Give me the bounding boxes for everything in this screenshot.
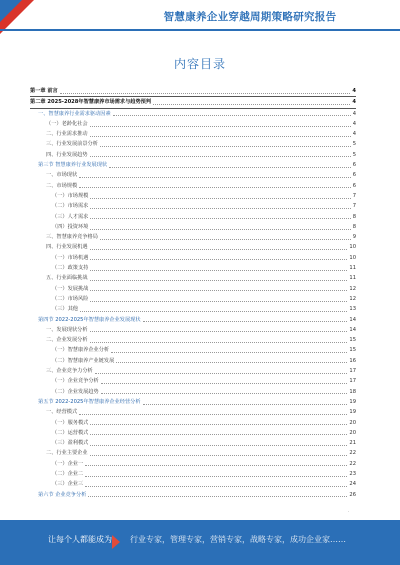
toc-entry[interactable] bbox=[30, 86, 356, 97]
toc-entry[interactable] bbox=[30, 222, 356, 232]
toc-entry-title: 第六节 企业竞争分析 bbox=[38, 491, 87, 498]
toc-leader-dots bbox=[79, 414, 347, 415]
toc-entry-page: 15 bbox=[349, 337, 356, 344]
toc-entry-page: 8 bbox=[352, 213, 356, 220]
toc-leader-dots bbox=[111, 352, 347, 353]
toc-leader-dots bbox=[90, 342, 348, 343]
toc-entry-page: 6 bbox=[352, 182, 356, 189]
toc-entry[interactable] bbox=[30, 212, 356, 222]
toc-entry[interactable] bbox=[30, 139, 356, 149]
toc-leader-dots bbox=[79, 187, 351, 188]
toc-leader-dots bbox=[100, 239, 351, 240]
toc-leader-dots bbox=[101, 393, 348, 394]
toc-entry-page: 12 bbox=[349, 295, 356, 302]
toc-entry-title: 三、智慧康养竞争格局 bbox=[46, 234, 98, 241]
toc-entry-title: （一）智慧康养企业分析 bbox=[52, 347, 110, 354]
toc-entry[interactable] bbox=[30, 253, 356, 263]
toc-entry-page: 14 bbox=[349, 316, 356, 323]
toc-leader-dots bbox=[90, 249, 348, 250]
toc-leader-dots bbox=[90, 259, 347, 260]
toc-entry[interactable] bbox=[30, 242, 356, 252]
toc-entry-page: 8 bbox=[352, 223, 356, 230]
toc-entry-title: （一）发展挑战 bbox=[52, 285, 89, 292]
toc-entry[interactable] bbox=[30, 304, 356, 314]
toc-entry[interactable] bbox=[30, 191, 356, 201]
toc-entry-page: 5 bbox=[352, 151, 356, 158]
toc-entry[interactable] bbox=[30, 109, 356, 119]
toc-entry-page: 7 bbox=[352, 192, 356, 199]
toc-leader-dots bbox=[90, 136, 351, 137]
toc-entry-page: 12 bbox=[349, 285, 356, 292]
toc-leader-dots bbox=[113, 115, 351, 116]
toc-leader-dots bbox=[90, 126, 351, 127]
toc-leader-dots bbox=[90, 198, 350, 199]
toc-entry-title: 二、市场规模 bbox=[46, 182, 78, 189]
toc-entry-title: 一、智慧康养行业需求驱动因素 bbox=[38, 110, 111, 117]
toc-entry-title: （三）盈利模式 bbox=[52, 440, 89, 447]
toc-entry-page: 11 bbox=[349, 265, 356, 272]
toc-entry[interactable] bbox=[30, 335, 356, 345]
toc-entry-title: 四、行业发展机遇 bbox=[46, 244, 88, 251]
toc-entry-title: （二）市场风险 bbox=[52, 295, 89, 302]
toc-entry-page: 5 bbox=[352, 141, 356, 148]
toc-entry[interactable] bbox=[30, 315, 356, 325]
toc-leader-dots bbox=[88, 496, 347, 497]
toc-entry[interactable] bbox=[30, 387, 356, 397]
toc-entry-page: 7 bbox=[352, 203, 356, 210]
toc-entry-page: 11 bbox=[349, 275, 356, 282]
page-footer bbox=[0, 520, 400, 565]
toc-leader-dots bbox=[85, 476, 347, 477]
toc-entry[interactable] bbox=[30, 428, 356, 438]
toc-entry-title: （三）其他 bbox=[52, 306, 78, 313]
footer-tagline: 行业专家，管理专家，营销专家，战略专家，成功企业家…… bbox=[130, 535, 346, 544]
toc-entry-page: 22 bbox=[349, 460, 356, 467]
toc-entry-title: （一）老龄化社会 bbox=[46, 120, 88, 127]
toc-entry[interactable] bbox=[30, 201, 356, 211]
toc-entry-page: 16 bbox=[349, 357, 356, 364]
toc-entry-page: 10 bbox=[349, 254, 356, 261]
toc-entry[interactable] bbox=[30, 263, 356, 273]
toc-entry[interactable] bbox=[30, 232, 356, 242]
toc-entry-title: （一）市场规模 bbox=[52, 192, 89, 199]
toc-leader-dots bbox=[79, 177, 351, 178]
toc-leader-dots bbox=[153, 104, 350, 105]
toc-entry-page: 4 bbox=[352, 120, 356, 127]
toc-leader-dots bbox=[101, 383, 348, 384]
toc-leader-dots bbox=[90, 424, 347, 425]
toc-entry-title: 一、发展现状分析 bbox=[46, 326, 88, 333]
toc-entry-page: 4 bbox=[352, 110, 356, 117]
toc-entry-title: 第五节 2022-2025年智慧康养企业经营分析 bbox=[38, 398, 141, 405]
toc-entry-title: 二、行业需求推动 bbox=[46, 131, 88, 138]
toc-entry-page: 14 bbox=[349, 326, 356, 333]
toc-leader-dots bbox=[90, 218, 350, 219]
toc-entry[interactable] bbox=[30, 448, 356, 458]
toc-entry[interactable] bbox=[30, 181, 356, 191]
toc-entry-title: （一）企业竞争分析 bbox=[52, 378, 99, 385]
toc-entry-title: （三）企业三 bbox=[52, 481, 84, 488]
toc-entry[interactable] bbox=[30, 459, 356, 469]
report-title: 智慧康养企业穿越周期策略研究报告 bbox=[163, 11, 337, 23]
toc-entry-title: （二）企业二 bbox=[52, 470, 84, 477]
footer-slogan: 让每个人都能成为 bbox=[48, 535, 112, 544]
toc-entry-title: 三、行业发展前景分析 bbox=[46, 141, 98, 148]
toc-entry-page: 23 bbox=[349, 470, 356, 477]
toc-leader-dots bbox=[60, 93, 351, 94]
toc-entry-page: 20 bbox=[349, 419, 356, 426]
toc-entry-page: 21 bbox=[349, 440, 356, 447]
toc-entry-page: 19 bbox=[349, 409, 356, 416]
toc-entry[interactable] bbox=[30, 490, 356, 500]
toc-entry-page: 26 bbox=[349, 491, 356, 498]
toc-entry-title: （二）运营模式 bbox=[52, 429, 89, 436]
toc-entry-page: 17 bbox=[349, 378, 356, 385]
toc-leader-dots bbox=[90, 208, 350, 209]
toc-leader-dots bbox=[95, 373, 348, 374]
toc-leader-dots bbox=[90, 434, 347, 435]
toc-entry-title: 二、企业发展分析 bbox=[46, 337, 88, 344]
toc-entry-page: 19 bbox=[349, 398, 356, 405]
toc-leader-dots bbox=[90, 445, 347, 446]
toc-entry[interactable] bbox=[30, 170, 356, 180]
toc-entry-title: （四）投资环境 bbox=[52, 223, 89, 230]
header-rule bbox=[0, 29, 400, 31]
toc-leader-dots bbox=[116, 362, 347, 363]
toc-entry[interactable] bbox=[30, 407, 356, 417]
toc-entry[interactable] bbox=[30, 294, 356, 304]
toc-entry-title: 一、市场现状 bbox=[46, 172, 78, 179]
toc-entry-title: （二）政策支持 bbox=[52, 265, 89, 272]
header-blue-corner bbox=[0, 0, 22, 22]
toc-leader-dots bbox=[143, 404, 348, 405]
toc-leader-dots bbox=[109, 167, 351, 168]
page-marker: . bbox=[348, 508, 350, 513]
toc-entry-page: 15 bbox=[349, 347, 356, 354]
toc-entry[interactable] bbox=[30, 469, 356, 479]
toc-entry[interactable] bbox=[30, 418, 356, 428]
toc-leader-dots bbox=[80, 311, 347, 312]
toc-entry[interactable] bbox=[30, 479, 356, 489]
toc-entry[interactable] bbox=[30, 150, 356, 160]
toc-leader-dots bbox=[90, 229, 350, 230]
toc-entry-title: （二）市场需求 bbox=[52, 203, 89, 210]
toc-entry-title: 第三节 智慧康养行业发展现状 bbox=[38, 162, 108, 169]
toc-entry-page: 10 bbox=[349, 244, 356, 251]
toc-entry-title: 五、行业面临挑战 bbox=[46, 275, 88, 282]
toc-entry-title: 三、企业竞争力分析 bbox=[46, 368, 93, 375]
toc-leader-dots bbox=[90, 280, 348, 281]
toc-entry[interactable] bbox=[30, 284, 356, 294]
toc-entry-page: 4 bbox=[352, 99, 356, 106]
toc-entry[interactable] bbox=[30, 438, 356, 448]
toc-entry[interactable] bbox=[30, 160, 356, 170]
toc-entry[interactable] bbox=[30, 119, 356, 129]
toc-leader-dots bbox=[143, 321, 348, 322]
toc-entry-page: 22 bbox=[349, 450, 356, 457]
toc-entry-page: 13 bbox=[349, 306, 356, 313]
toc-leader-dots bbox=[90, 455, 348, 456]
toc-leader-dots bbox=[90, 156, 351, 157]
toc-leader-dots bbox=[100, 146, 351, 147]
toc-entry[interactable] bbox=[30, 273, 356, 283]
toc-entry[interactable] bbox=[30, 129, 356, 139]
toc-title: 内容目录 bbox=[173, 57, 226, 71]
toc-entry[interactable] bbox=[30, 356, 356, 366]
toc-entry[interactable] bbox=[30, 345, 356, 355]
toc-entry-title: （一）服务模式 bbox=[52, 419, 89, 426]
toc-entry-title: （一）市场机遇 bbox=[52, 254, 89, 261]
toc-leader-dots bbox=[90, 270, 347, 271]
arrow-icon bbox=[112, 535, 120, 549]
toc-entry[interactable] bbox=[30, 376, 356, 386]
toc-entry[interactable] bbox=[30, 397, 356, 407]
toc-entry-title: 一、经营模式 bbox=[46, 409, 78, 416]
toc-entry-title: 第四节 2022-2025年智慧康养企业发展现状 bbox=[38, 316, 141, 323]
toc-entry[interactable] bbox=[30, 97, 356, 108]
table-of-contents bbox=[30, 86, 356, 500]
toc-entry-title: 第二章 2025-2028年智慧康养市场需求与趋势预判 bbox=[30, 99, 152, 106]
toc-leader-dots bbox=[85, 486, 347, 487]
toc-entry-page: 20 bbox=[349, 429, 356, 436]
toc-entry-page: 6 bbox=[352, 162, 356, 169]
toc-entry-title: （三）人才需求 bbox=[52, 213, 89, 220]
toc-entry-page: 17 bbox=[349, 368, 356, 375]
toc-entry[interactable] bbox=[30, 366, 356, 376]
toc-entry-title: 二、行业主要企业 bbox=[46, 450, 88, 457]
toc-entry[interactable] bbox=[30, 325, 356, 335]
toc-entry-title: 四、行业发展趋势 bbox=[46, 151, 88, 158]
toc-leader-dots bbox=[85, 465, 347, 466]
toc-entry-title: （一）企业一 bbox=[52, 460, 84, 467]
page-header bbox=[0, 0, 400, 36]
toc-leader-dots bbox=[90, 290, 347, 291]
toc-entry-page: 9 bbox=[352, 234, 356, 241]
toc-entry-title: （二）智慧康养产业链发展 bbox=[52, 357, 115, 364]
toc-entry-title: （二）企业发展趋势 bbox=[52, 388, 99, 395]
toc-leader-dots bbox=[90, 331, 348, 332]
toc-leader-dots bbox=[90, 301, 347, 302]
toc-entry-page: 4 bbox=[352, 131, 356, 138]
toc-entry-page: 24 bbox=[349, 481, 356, 488]
toc-entry-page: 4 bbox=[352, 88, 356, 94]
toc-entry-title: 第一章 前言 bbox=[30, 88, 58, 94]
toc-entry-page: 6 bbox=[352, 172, 356, 179]
toc-entry-page: 18 bbox=[349, 388, 356, 395]
